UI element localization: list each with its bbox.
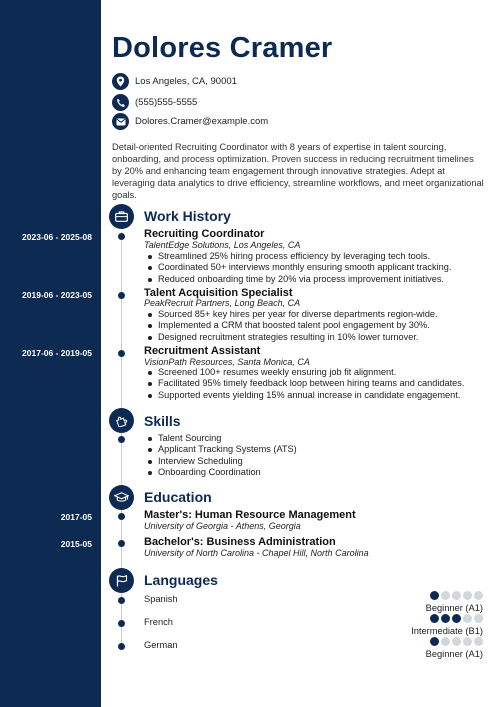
job-title: Recruitment Assistant [144,345,261,357]
job-dates: 2023-06 - 2025-08 [22,232,92,242]
timeline-dot [118,233,125,240]
job-title: Talent Acquisition Specialist [144,287,293,299]
briefcase-icon [109,204,134,229]
language-name: Spanish [144,594,178,604]
job-dates: 2017-06 - 2019-05 [22,348,92,358]
timeline-dot [118,513,125,520]
section-title-skills: Skills [144,413,181,429]
language-rating [430,637,483,646]
language-name: German [144,640,178,650]
job-title: Recruiting Coordinator [144,228,265,240]
timeline-dot [118,436,125,443]
degree-title: Bachelor's: Business Administration [144,536,336,548]
skills-list [147,433,297,478]
job-company: VisionPath Resources, Santa Monica, CA [144,357,310,367]
rating-dot [474,614,483,623]
rating-dot [452,637,461,646]
map-pin-icon [112,73,129,90]
puzzle-icon [109,408,134,433]
graduation-cap-icon [109,485,134,510]
contact-email[interactable] [112,113,268,130]
email-link[interactable]: Dolores.Cramer@example.com [135,116,269,127]
rating-dot [463,614,472,623]
job-dates: 2019-06 - 2023-05 [22,290,92,300]
language-rating [430,614,483,623]
list-item: Interview Scheduling [147,456,297,467]
degree-title: Master's: Human Resource Management [144,509,356,521]
contact-address [112,73,237,90]
list-item: Implemented a CRM that boosted talent pool engagement by 30%. [147,320,438,331]
rating-dot [474,591,483,600]
phone-icon [112,94,129,111]
section-title-education: Education [144,489,212,505]
list-item: Facilitated 95% timely feedback loop between hiring teams and candidates. [147,378,464,389]
school-name: University of North Carolina - Chapel Hill, North Carolina [144,548,369,558]
phone-text: (555)555-5555 [135,97,198,108]
section-title-work-history: Work History [144,208,231,224]
rating-dot [463,637,472,646]
language-level: Beginner (A1) [425,649,483,659]
rating-dot [441,637,450,646]
timeline-dot [118,350,125,357]
rating-dot [441,614,450,623]
list-item: Coordinated 50+ interviews monthly ensuring smooth applicant tracking. [147,262,451,273]
flag-icon [109,568,134,593]
list-item: Onboarding Coordination [147,467,297,478]
language-level: Beginner (A1) [425,603,483,613]
education-year: 2017-05 [60,512,92,522]
professional-summary: Detail-oriented Recruiting Coordinator with 8 years of expertise in talent sourcing, onboarding, and process optimization. Proven success in reducing recruitment timelines by 20% and enhancing team engagement through innovative strategies. Adept at leveraging data analytics to drive efficiency, streamline workflows, and meet organizational goals. [112,142,484,200]
job-company: TalentEdge Solutions, Los Angeles, CA [144,240,301,250]
timeline-dot [118,643,125,650]
job-bullets [147,309,438,343]
job-bullets [147,367,464,401]
rating-dot [430,637,439,646]
list-item: Reduced onboarding time by 20% via process improvement initiatives. [147,274,451,285]
list-item: Applicant Tracking Systems (ATS) [147,444,297,455]
job-bullets [147,251,451,285]
timeline-dot [118,292,125,299]
list-item: Streamlined 25% hiring process efficiency by leveraging tech tools. [147,251,451,262]
timeline-dot [118,620,125,627]
timeline-dot [118,540,125,547]
list-item: Screened 100+ resumes weekly ensuring job fit alignment. [147,367,464,378]
education-year: 2015-05 [60,539,92,549]
address-text: Los Angeles, CA, 90001 [135,76,237,87]
contact-phone [112,94,197,111]
list-item: Sourced 85+ key hires per year for diverse departments region-wide. [147,309,438,320]
language-level: Intermediate (B1) [411,626,483,636]
rating-dot [430,591,439,600]
rating-dot [452,614,461,623]
rating-dot [463,591,472,600]
school-name: University of Georgia - Athens, Georgia [144,521,301,531]
rating-dot [452,591,461,600]
rating-dot [474,637,483,646]
section-title-languages: Languages [144,572,218,588]
envelope-icon [112,113,129,130]
language-rating [430,591,483,600]
timeline-dot [118,597,125,604]
language-name: French [144,617,173,627]
list-item: Talent Sourcing [147,433,297,444]
candidate-name: Dolores Cramer [112,32,333,64]
list-item: Designed recruitment strategies resulting in 10% lower turnover. [147,332,438,343]
rating-dot [430,614,439,623]
job-company: PeakRecruit Partners, Long Beach, CA [144,298,301,308]
rating-dot [441,591,450,600]
list-item: Supported events yielding 15% annual increase in candidate engagement. [147,390,464,401]
